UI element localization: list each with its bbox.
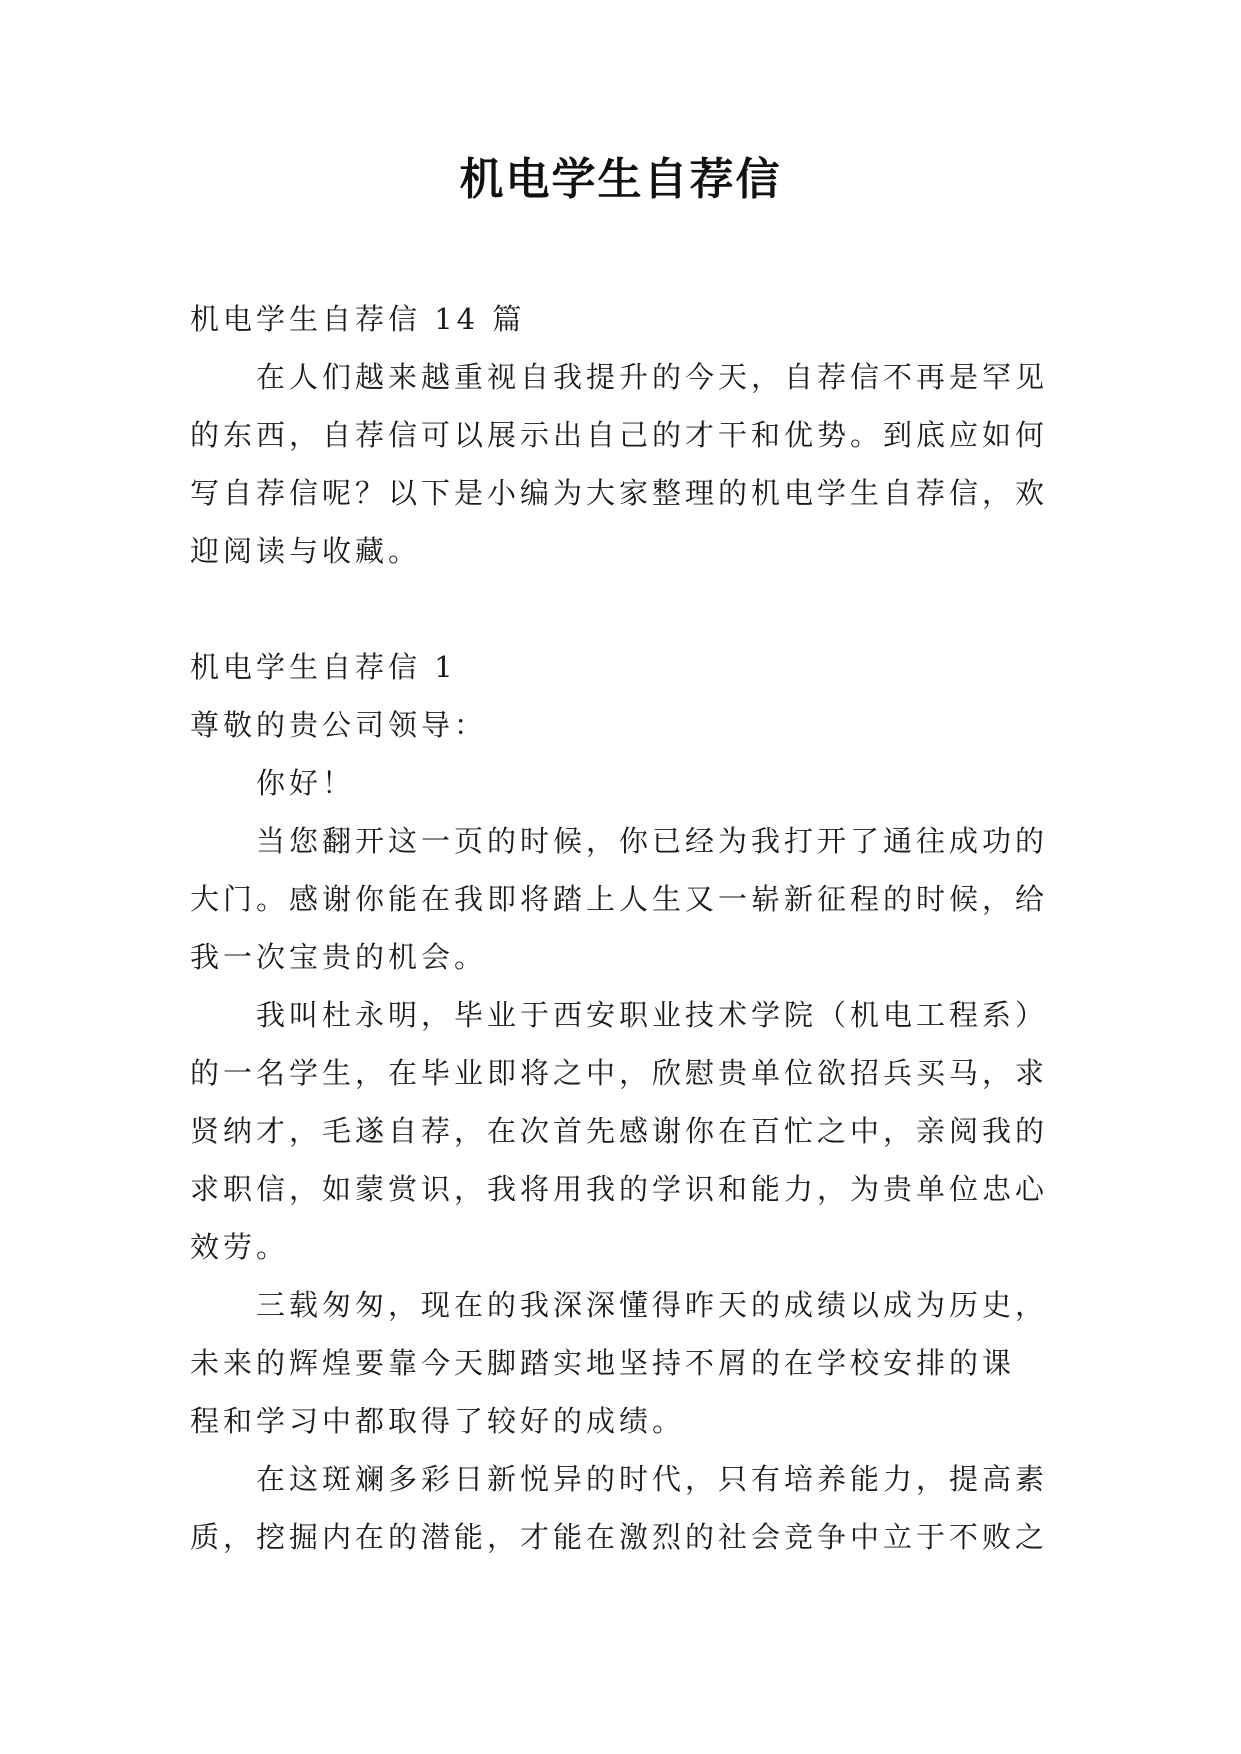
text-line: 贤纳才，毛遂自荐，在次首先感谢你在百忙之中，亲阅我的	[190, 1114, 1049, 1148]
text-line: 大门。感谢你能在我即将踏上人生又一崭新征程的时候，给	[190, 882, 1049, 916]
body-paragraph-1	[190, 812, 1060, 986]
text-line: 我一次宝贵的机会。	[190, 940, 488, 974]
document-title: 机电学生自荐信	[459, 154, 782, 205]
document-body	[190, 290, 1060, 1566]
text-line: 的一名学生，在毕业即将之中，欣慰贵单位欲招兵买马，求	[190, 1056, 1049, 1090]
body-paragraph-2	[190, 986, 1060, 1276]
document-subtitle: 机电学生自荐信 14 篇	[190, 302, 526, 336]
text-line: 程和学习中都取得了较好的成绩。	[190, 1404, 686, 1438]
body-paragraph-4	[190, 1450, 1060, 1566]
text-line: 写自荐信呢？以下是小编为大家整理的机电学生自荐信，欢	[190, 476, 1049, 510]
intro-paragraph	[190, 348, 1060, 580]
text-line: 在人们越来越重视自我提升的今天，自荐信不再是罕见	[256, 360, 1049, 394]
text-line: 未来的辉煌要靠今天脚踏实地坚持不屑的在学校安排的课	[190, 1346, 1016, 1380]
text-line: 我叫杜永明，毕业于西安职业技术学院（机电工程系）	[256, 998, 1049, 1032]
section-heading: 机电学生自荐信 1	[190, 650, 457, 684]
body-paragraph-3	[190, 1276, 1060, 1450]
text-line: 在这斑斓多彩日新悦异的时代，只有培养能力，提高素	[256, 1462, 1049, 1496]
text-line: 三载匆匆，现在的我深深懂得昨天的成绩以成为历史，	[256, 1288, 1049, 1322]
greeting: 你好！	[256, 766, 356, 800]
text-line: 求职信，如蒙赏识，我将用我的学识和能力，为贵单位忠心	[190, 1172, 1049, 1206]
text-line: 效劳。	[190, 1230, 290, 1264]
text-line: 质，挖掘内在的潜能，才能在激烈的社会竞争中立于不败之	[190, 1520, 1049, 1554]
text-line: 的东西，自荐信可以展示出自己的才干和优势。到底应如何	[190, 418, 1049, 452]
salutation: 尊敬的贵公司领导：	[190, 708, 488, 742]
text-line: 迎阅读与收藏。	[190, 534, 422, 568]
text-line: 当您翻开这一页的时候，你已经为我打开了通往成功的	[256, 824, 1049, 858]
paragraph-spacer	[190, 580, 1060, 638]
